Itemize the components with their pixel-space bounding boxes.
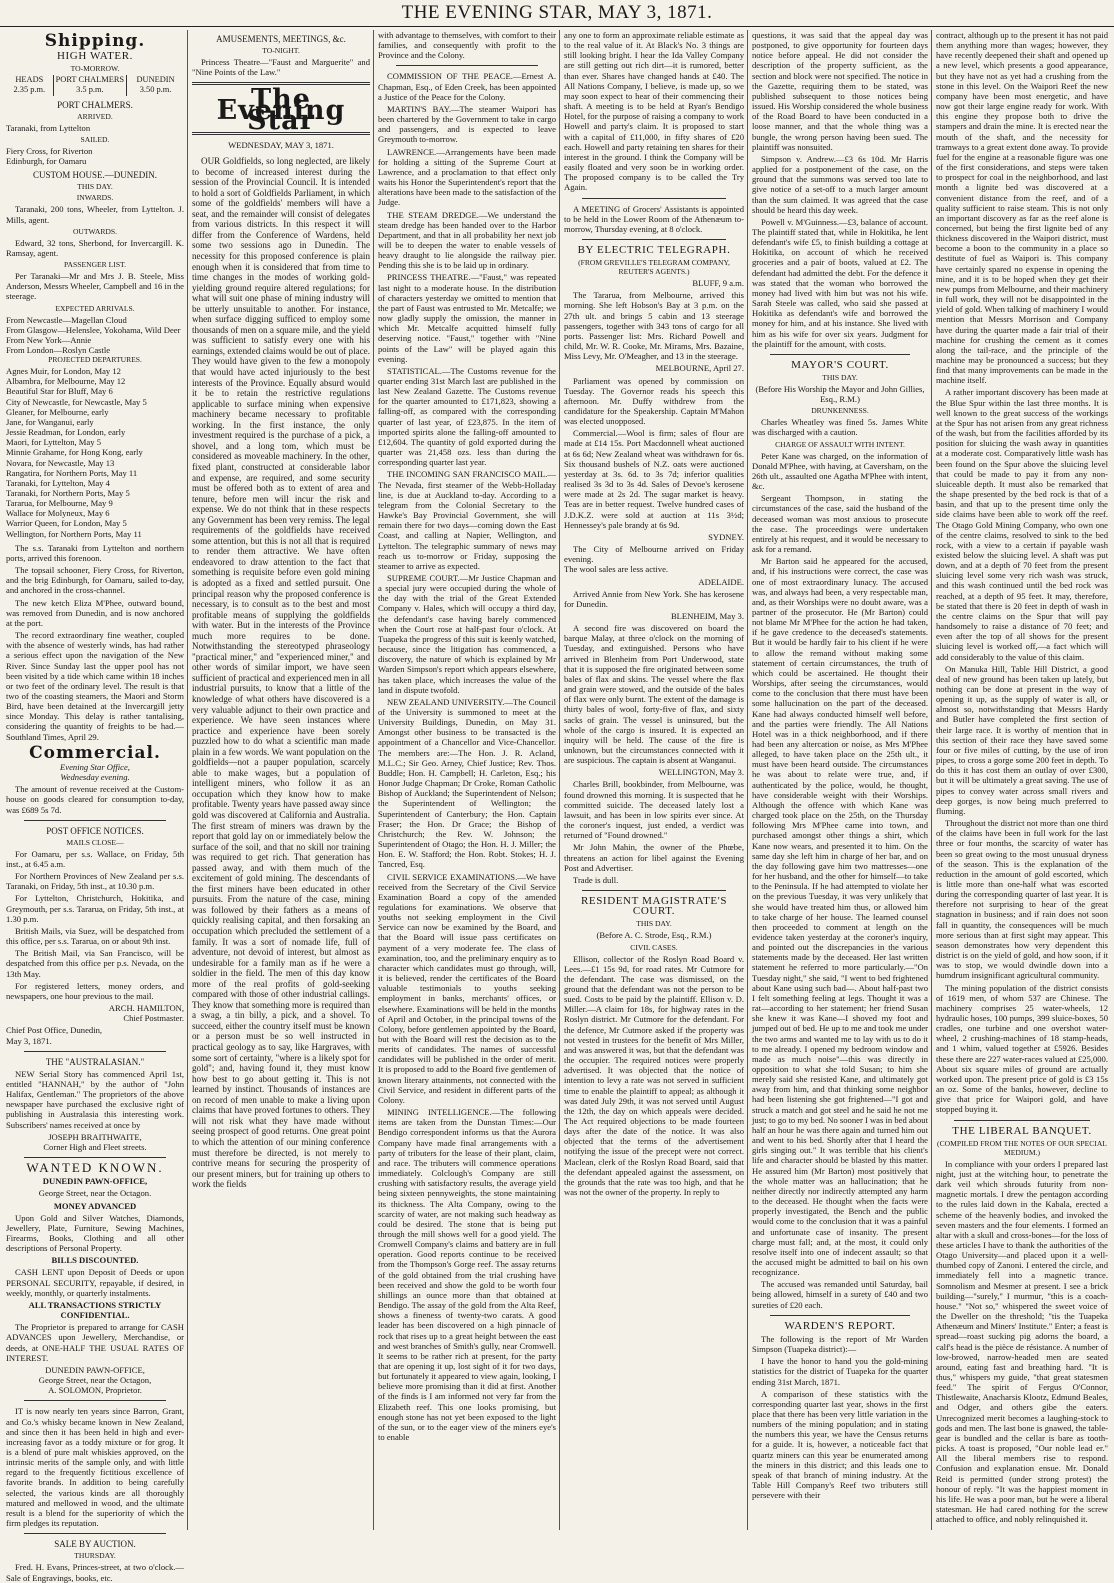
rm-this-day: THIS DAY.: [636, 919, 672, 929]
dateline-wellington: WELLINGTON, May 3.: [658, 767, 744, 778]
list-item: From New York—Annie: [6, 334, 92, 345]
court-continuation: questions, it was said that the appeal day was postponed, to give opportunity for fourteen days notice before appeal. He did not consider the description of the property sufficient, as the section and block were not specified. The notice in the Gazette, requiring them to be stated, was published subsequent to those notices being issued. His Worship considered the whole business of the Road Board to have been conducted in a loose manner, and that the whole thing was a bungle, the wrong person having been sued. The plaintiff was nonsuited.: [752, 30, 928, 152]
pawn-office-address: George Street, near the Octagon.: [38, 1188, 152, 1199]
list-item: Maori, for Lyttelton, May 5: [6, 437, 101, 448]
pawn-office-text: Upon Gold and Silver Watches, Diamonds, Jewellery, Plate, Furniture, Sewing Machines, Firearms, Books, Clothing and all other descriptions of Personal Property.: [6, 1212, 184, 1254]
passenger-text: Per Taranaki—Mr and Mrs J. B. Steele, Miss Anderson, Messrs Wheeler, Campbell and 16 in the steerage.: [6, 271, 184, 302]
mayors-court-heading: MAYOR'S COURT.: [791, 358, 889, 371]
masthead: THE EVENING STAR, MAY 3, 1871.: [0, 0, 1114, 27]
list-item: Warrior Queen, for London, May 5: [6, 518, 127, 529]
news-paragraph: THE STEAM DREDGE.—We understand the steam dredge has been handed over to the Harbor Department, and that in all probability her next job will be to deepen the water to enable vessels of heavy draught to lie alongside the railway pier. Pending this she is to be laid up in ordinary.: [378, 209, 556, 271]
list-item: Jane, for Wanganui, early: [6, 416, 94, 427]
divider: [24, 1533, 166, 1534]
civil-cases-label: CIVIL CASES.: [630, 942, 678, 952]
court-paragraph: Simpson v. Andrew.—£3 6s 10d. Mr Harris applied for a postponement of the case, on the ground that the summons was served too late to give notice of a set-off to a much larger amount than the sum claimed. It was agreed that the case should be heard this day week.: [752, 153, 928, 215]
column-1: [6, 30, 184, 1583]
post-office-place: Chief Post Office, Dunedin, May 3, 1871.: [6, 1025, 103, 1046]
list-item: City of Newcastle, for Newcastle, May 5: [6, 396, 147, 407]
warden-paragraph: A comparison of these statistics with the corresponding quarter last year, shows in the first place that there has been very little variation in the numbers of the mining population; and in stating the numbers this year, we have the Census returns for a guide. It is, however, a noticeable fact that quartz miners can this year be enumerated among the miners in this district; and this leads one to speak of that branch of mining industry. At the Table Hill Company's Reef two tributers still persevere with their: [752, 1388, 928, 1501]
warden-paragraph: A rather important discovery has been made at the Blue Spur within the last three months. It is well known to the great success of the workings at the Spur has not arisen from any great richness of the wash, but from the facilities afforded by its position for sluicing the wash away in quantities at a moderate cost. Comparatively little wash has been found on the Spur above the sluicing level that could be made to pay it from any non-sluiceable depth. It must also be remarked that the shape presented by the bed rock is that of a basin, and that up to the present time only the side claims have been able to work off the reef. The Otago Gold Mining Company, who own one of the centre claims, resolved to sink to the bed rock, with a view to a certain if payable wash existed below the sluicing level. A shaft was put down, and at a depth of 70 feet from the present sluicing level some very rich wash was struck, and this wash continued until the bed rock was reached, at a depth of 95 feet. It may, therefore, be stated that there is 20 feet in depth of wash in the centre claims on the Spur that will pay handsomely to raise a distance of 70 feet; and even after the top of all shows for the present sluicing level is worked off,—a fact which will add considerably to the value of this claim.: [936, 387, 1108, 662]
dateline-adelaide: ADELAIDE.: [698, 576, 744, 587]
shipping-paragraph: The s.s. Taranaki from Lyttelton and northern ports, arrived this forenoon.: [6, 542, 184, 563]
customs-heading: CUSTOM HOUSE.—DUNEDIN.: [32, 170, 158, 181]
shipping-paragraph: The topsail schooner, Fiery Cross, for Riverton, and the brig Edinburgh, for Oamaru, sailed to-day, and anchored in the cross-channel.: [6, 565, 184, 596]
mails-close-label: MAILS CLOSE—: [66, 837, 124, 847]
list-item: Taranaki, for Lyttelton, May 4: [6, 477, 110, 488]
date-line: WEDNESDAY, MAY 3, 1871.: [228, 139, 334, 150]
outwards-label: OUTWARDS.: [72, 226, 118, 236]
list-item: Agnes Muir, for London, May 12: [6, 366, 121, 377]
amusements-heading: AMUSEMENTS, MEETINGS, &c.: [216, 34, 346, 44]
office-line: Evening Star Office, Wednesday evening.: [60, 761, 130, 783]
inwards-label: INWARDS.: [76, 193, 114, 203]
divider: [770, 354, 910, 355]
tomorrow-label: TO-MORROW.: [70, 64, 120, 74]
column-2: [192, 30, 370, 1530]
expected-list: [6, 315, 184, 356]
wellington-text-3: Trade is dull.: [573, 874, 619, 885]
liberal-banquet-text: In compliance with your orders I prepared last night, just at the witching hour, to penetrate the dark veil which shrouds futurity from non-magnetic mortals. I drew the pentagon according to the rules laid down in the Kabala, erected a scheme of the heavenly bodies, and invoked the seven masters and the four elements. I formed an altar with a skull and cross-bones—for the loss of these articles I have to thank the authorities of the Otago University—and placed upon it a well-thumbed copy of Zanoni. I entered the circle, and immediately fell into a magnetic trance. Somnolism and Mesmer at present. I see a brick building—"surely," I murmur, "this is a coach-house." "Not so," whispered the sweet voice of the Dweller on the threshold; "tis the Tuapeka Athenæum and Miners' Institute." Enter; a feast is spread—roast sucking pig adorns the board, a calf's head is the pièce de résistance. A number of low-browed, narrow-headed men are seated around, eating fast and breathing hard. "It is thus," whispers my guide, "that great statesmen feed." The spirit of Fergus O'Connor, Thistlewaite, Anacharsis Klootz, Edmund Beales, and Odger, and others gibe the eaters. Unrecognized merit becomes a laughing-stock to gods and men. The last bone is gnawed, the table-gear is bundled and the cellar is bare as tooth-picks. A toast is proposed, "Our noble lead er." All the liberal members rise to respond. Confusion and explanation ensue. Mr. Donald Reid is permitted (under strong protest) the honour of reply. "It was the happiest moment in his life. He was a poor man, but he were a liberal statesman. He had cared nothing for the screw attached to office, and nobly relinquished it.: [936, 1158, 1108, 1525]
post-notice: For Northern Provinces of New Zealand per s.s. Taranaki, on Friday, 5th inst., at 10.30 p.m.: [6, 871, 184, 892]
news-paragraph: MARTIN'S BAY.—The steamer Waipori has been chartered by the Government to take in cargo and passengers, and is expected to leave Greymouth to-morrow.: [378, 103, 556, 145]
list-item: Minnie Grahame, for Hong Kong, early: [6, 447, 143, 458]
column-rule: [373, 30, 374, 1530]
mayor-paragraph: The accused was remanded until Saturday, bail being allowed, himself in a surety of £40 and two sureties of £20 each.: [752, 1279, 928, 1310]
warden-paragraph: The mining population of the district consists of 1619 men, of whom 537 are Chinese. The machinery comprises 25 water-wheels, 12 hydraulic hoses, 100 pumps, 399 sluice-boxes, 50 cradles, one turbine and one overshot water-wheel, 2 crushing-machines of 18 stamp-heads, and 1 whim, valued together at £5926. Besides these there are 227 water-races valued at £25,000. About six square miles of ground are actually worked upon. The present price of gold is £3 15s an oz. Some of the banks, however, decline to give that price for Waipori gold, and have stopped buying it.: [936, 982, 1108, 1115]
mayor-paragraph: Peter Kane was charged, on the information of Donald M'Phee, with having, at Caversham, on the 26th ult., assaulted one Agatha M'Phee with intent, &c.: [752, 450, 928, 492]
money-advanced: MONEY ADVANCED: [53, 1200, 137, 1211]
pawn-office-title: DUNEDIN PAWN-OFFICE,: [42, 1176, 148, 1187]
whisky-advert: IT is now nearly ten years since Barron, Grant, and Co.'s whisky became known in New Zealand, and since then it has been held in high and ever-increasing favor as a toddy mixture or for grog. It is a blend of pure malt whiskies approved, on the intrinsic merits of the sample only, and with little regard to the frequently fictitious excellence of favorite brands. In addition to being carefully selected, the various kinds are all thoroughly matured and mellowed in wood, and the ultimate result is a blend for the superiority of which the firm pledges its reputation.: [6, 1406, 184, 1529]
list-item: From London—Roslyn Castle: [6, 344, 111, 355]
high-water-heading: HIGH WATER.: [56, 50, 134, 63]
post-notice: The British Mail, via San Francisco, will be despatched from this office per p.s. Nevada, on the 13th May.: [6, 948, 184, 979]
bluff-text: The Tararua, from Melbourne, arrived this morning. She left Hobson's Bay at 3 p.m. on the 27th ult. and brings 5 cabin and 13 steerage passengers, together with 343 tons of cargo for all ports. Passenger list: Mrs. Richard Powell and child, Mr. W. R. Cooke, Mr. Mirams, Mrs. Bazaine, Miss Levy, Mr. O'Meagher, and 13 in the steerage.: [564, 290, 744, 362]
divider: [954, 1120, 1090, 1121]
tide-table: [6, 75, 184, 95]
port-chalmers-heading: PORT CHALMERS.: [57, 99, 133, 110]
list-item: Beautiful Star for Bluff, May 6: [6, 386, 113, 397]
pawn-office-signature: DUNEDIN PAWN-OFFICE, George Street, near the Octagon, A. SOLOMON, Proprietor.: [38, 1364, 152, 1396]
bills-discounted: BILLS DISCOUNTED.: [51, 1255, 139, 1266]
post-notice: For registered letters, money orders, and newspapers, one hour previous to the mail.: [6, 980, 184, 1001]
mayor-paragraph: Sergeant Thompson, in stating the circumstances of the case, said the husband of the deceased woman was most anxious to prosecute the case. The proceedings were undertaken entirely at his request, and it would be necessary to ask for a remand.: [752, 493, 928, 555]
mining-continuation: any one to form an approximate reliable estimate as to the real value of it. At Black's No. 3 things are still looking bright. I hear the Ida Valley Company are still getting out rich dirt—it is rumored, better than ever. Shares have changed hands at £40. The All Nations Company, I believe, is made up, so we may soon expect to hear of their commencing their shaft. A meeting is to be held at Ryan's Bendigo Hotel, for the purpose of raising a company to work Howell and party's claim. It is proposed to start with a capital of £11,000, in fifty shares of £20 each. Howell and party retaining ten shares for their interest in the ground. I think the Company will be easily floated and very soon be in working order. The proposed company is to be called the Try Again.: [564, 30, 744, 193]
australasian-text: NEW Serial Story has commenced April 1st, entitled "HANNAH," by the author of "John Halifax, Gentleman." The proprietors of the above newspaper have purchased the exclusive right of publishing in Australasia this interesting work. Subscribers' names received at once by: [6, 1068, 184, 1130]
column-6: [936, 30, 1108, 1530]
melbourne-commercial: Commercial.—Wool is firm; sales of flour are made at £14 15s. Port Macdonnell wheat auctioned at 6s 6d; New Zealand wheat was withdrawn for 6s. Six thousand bushels of N.Z. oats were auctioned yesterday at 3s. 6d. to 3s 7d; inferior qualities realised 3s 3d to 3s 4d. Sales of Devoe's kerosene were made at 2s 2d. The sugar market is heavy. Teas are in better request. Twelve hundred cases of J.D.K.Z. were sold at auction at 11s 3½d; Hennessey's pale brandy at 6s 9d.: [564, 428, 744, 530]
list-item: Tararua, for Melbourne, May 9: [6, 498, 113, 509]
editorial-continuation: with advantage to themselves, with comfort to their families, and consequently with profit to the Province and the Colony.: [378, 30, 556, 61]
list-item: Gleaner, for Melbourne, early: [6, 406, 109, 417]
amusements-text: Princess Theatre—"Faust and Marguerite" and "Nine Points of the Law.": [192, 57, 370, 78]
passenger-list-label: PASSENGER LIST.: [63, 260, 127, 270]
liberal-banquet-subheading: (COMPILED FROM THE NOTES OF OUR SPECIAL MEDIUM.): [937, 1138, 1107, 1157]
news-paragraph: CIVIL SERVICE EXAMINATIONS.—We have received from the Secretary of the Civil Service Examination Board a copy of the amended regulations for examinations. We observe that youths not seeking employment in the Civil Service can now be examined by the Board, and that the Board will issue pass certificates on payment of a very moderate fee. The class of examination, too, and the preliminary enquiry as to character which candidates must go through, will, it is believed, render the certificates of the Board valuable testimonials to youths seeking employment in banks, merchants' offices, or elsewhere. Examinations will be held in the months of April and October, in the principal towns of the Colony, before gentlemen appointed by the Board, but with the Board will rest the decision as to the merits of candidates. The names of successful candidates will be published in the order of merit. It is proposed to add to the Board five gentlemen of known literary attainments, not connected with the Civil Service, and resident in different parts of the Colony.: [378, 871, 556, 1105]
pawn-office-text-2: The Proprietor is prepared to arrange for CASH ADVANCES upon Jewellery, Merchandise, or deeds, at ONE-HALF THE USUAL RATES OF INTEREST.: [6, 1322, 184, 1363]
projected-label: PROJECTED DEPARTURES.: [48, 355, 142, 365]
wellington-text-2: Mr John Mahin, the owner of the Phœbe, threatens an action for libel against the Evening Post and Advertiser.: [564, 842, 744, 873]
divider: [24, 820, 166, 821]
list-item: Taranaki, for Northern Ports, May 5: [6, 488, 130, 498]
dateline-bluff: BLUFF, 9 a.m.: [692, 278, 744, 289]
sale-heading: SALE BY AUCTION.: [54, 1539, 136, 1550]
australasian-signature: JOSEPH BRAITHWAITE, Corner High and Fleet streets.: [43, 1131, 147, 1152]
list-item: Rangatira, for Northern Ports, May 11: [6, 467, 138, 478]
post-notice: For Oamaru, per s.s. Wallace, on Friday, 5th inst., at 6.45 a.m.: [6, 848, 184, 869]
mayor-this-day: THIS DAY.: [822, 373, 858, 382]
arrived-label: ARRIVED.: [77, 111, 113, 121]
sailed-label: SAILED.: [80, 134, 110, 144]
arrived-text: Taranaki, from Lyttelton: [6, 122, 91, 133]
column-rule: [931, 30, 932, 1530]
paper-title: The Evening Star: [216, 84, 346, 136]
news-paragraph: COMMISSION OF THE PEACE.—Ernest A. Chapman, Esq., of Eden Creek, has been appointed a Justice of the Peace for the Colony.: [378, 71, 556, 102]
divider: [582, 239, 726, 240]
outwards-text: Edward, 32 tons, Sherbond, for Invercargill. K. Ramsay, agent.: [6, 237, 184, 258]
this-day-label: THIS DAY.: [77, 182, 113, 192]
divider: [582, 198, 726, 199]
column-rule: [747, 30, 748, 1530]
column-rule: [187, 30, 188, 1530]
wanted-known-heading: WANTED KNOWN.: [26, 1160, 164, 1176]
news-paragraph: NEW ZEALAND UNIVERSITY.—The Council of the University is summoned to meet at the University Buildings, Dunedin, on May 31. Amongst other business to be transacted is the appointment of a Chancellor and Vice-Chancellor. The members are:—The Hon. J. R. Acland, M.L.C.; Sir Geo. Arney, Chief Justice; Rev. Thos. Buddle; Hon. H. Campbell; H. Carleton, Esq.; his Honor Judge Chapman; Dr Croke, Roman Catholic Bishop of Auckland; the Superintendent of Nelson; the Superintendent of Wellington; the Superintendent of Canterbury; the Hon. Captain Fraser; the Hon. Dr Grace; the Bishop of Christchurch; the Rev. W. Johnson; the Superintendent of Otago; the Hon. H. J. Miller; the Hon. E. W. Stafford; the Hon. Robt. Stokes; H. J. Tancred, Esq.: [378, 696, 556, 870]
news-paragraph: STATISTICAL.—The Customs revenue for the quarter ending 31st March last are published in the last New Zealand Gazette. The Customs revenue for the quarter amounted to £171,823, showing a falling-off, as compared with the corresponding quarter of last year, of £23,875. In the item of imported spirits alone the falling-off amounted to £12,604. The quantity of gold exported during the quarter was 21,458 ozs. less than during the corresponding quarter last year.: [378, 365, 556, 468]
commercial-text: The amount of revenue received at the Custom-house on goods cleared for consumption to-day, was £689 5s 7d.: [6, 784, 184, 815]
divider: [24, 1157, 166, 1158]
expected-label: EXPECTED ARRIVALS.: [55, 303, 135, 313]
shipping-paragraph: The new ketch Eliza M'Phee, outward bound, was removed from Dunedin, and is now anchored at the port.: [6, 597, 184, 628]
divider: [770, 1315, 910, 1316]
sale-day: THURSDAY.: [74, 1551, 116, 1561]
drunkenness-text: Charles Wheatley was fined 5s. James White was discharged with a caution.: [752, 417, 928, 438]
column-4: [564, 30, 744, 1530]
wellington-text: Charles Brill, bookbinder, from Melbourne, was found drowned this morning. It is suspected that he committed suicide. The deceased lately lost a lawsuit, and has been in low spirits ever since. At the coroner's inquest, just ended, a verdict was returned of "Found drowned.": [564, 779, 744, 841]
warden-paragraph: I have the honor to hand you the gold-mining statistics for the district of Tuapeka for the quarter ending 31st March, 1871.: [752, 1356, 928, 1387]
list-item: Wellington, for Northern Ports, May 11: [6, 528, 142, 539]
news-paragraph: SUPREME COURT.—Mr Justice Chapman and a special jury were occupied during the whole of the day with the trial of the Great Extended Company v. Hales, which will occupy a third day, the defendant's case having barely commenced when the Court rose at half-past four o'clock. At Tuapeka the progress of this suit is keenly watched, because, since the litigation has commenced, a discovery, the nature of which is explained by Mr Warden Simpson's report which appears elsewhere, has taken place, which increases the value of the land in dispute twofold.: [378, 572, 556, 695]
dateline-sydney: SYDNEY.: [708, 531, 744, 542]
resident-magistrate-heading: RESIDENT MAGISTRATE'S COURT.: [580, 895, 728, 918]
list-item: Novara, for Newcastle, May 13: [6, 457, 115, 468]
australasian-heading: THE "AUSTRALASIAN.": [45, 1056, 145, 1067]
drunkenness-label: DRUNKENNESS.: [811, 406, 869, 416]
divider: [396, 65, 538, 66]
sailed-text: Fiery Cross, for Riverton Edinburgh, for Oamaru: [6, 145, 93, 167]
post-office-heading: POST OFFICE NOTICES.: [46, 825, 144, 836]
wardens-report-heading: WARDEN'S REPORT.: [784, 1319, 896, 1332]
rm-before: (Before A. C. Strode, Esq., R.M.): [596, 930, 712, 941]
list-item: Albambra, for Melbourne, May 12: [6, 376, 126, 387]
section-title-shipping: Shipping.: [44, 31, 146, 51]
news-paragraph: PRINCESS THEATRE.—"Faust," was repeated last night to a moderate house. In the distribution of characters yesterday we omitted to mention that the part of Faust was entrusted to Mr. Metcalfe; we now gladly supply the omission, the manner in which Mr. Metcalfe acquitted himself fully deserving notice. "Faust," together with "Nine points of the Law" will be played again this evening.: [378, 272, 556, 364]
sydney-text: The City of Melbourne arrived on Friday evening. The wool sales are less active.: [564, 544, 744, 575]
column-3: [378, 30, 556, 1530]
list-item: From Newcastle—Magellan Cloud: [6, 314, 127, 325]
rm-text: Ellison, collector of the Roslyn Road Board v. Lees.—£1 15s 9d, for road rates. Mr Cutmore for the defendant. The case was dismissed, on the ground that the defendant was not the person to be sued. Costs to be paid by the plaintiff. Ellison v. D. Miller.—A claim for 18s, for highway rates in the Roslyn district. Mr Cutmore for the defendant. For the defence, Mr Cutmore asked if the property was not vested in trustees for the benefit of Mrs Miller, and was answered it was, but that the defendant was the occupier. The required notices were properly advertised. It was objected that the notice of intention to levy a rate was not served in sufficient time to enable the plaintiff to appeal; as although it was dated July 29th, it was not served until August the 12th, the day on which appeals were decided. The Act required objections to be made fourteen days after the date of the notice. It was also objected that the terms of the advertisement notifying the issue of the precept were not correct. Maclean, clerk of the Roslyn Road Board, said that the defendant appealed against the assessment, on the grounds that the rate was too high, and that he was not the owner of the property. In reply to: [564, 953, 744, 1198]
news-paragraph: LAWRENCE.—Arrangements have been made for holding a sitting of the Supreme Court at Lawrence, and a proclamation to that effect only waits his Honor the Superintendent's report that the alterations have been made to the satisfaction of the Judge.: [378, 146, 557, 208]
grocers-notice: A MEETING of Grocers' Assistants is appointed to be held in the Lower Room of the Athenæum to-morrow, Thursday evening, at 8 o'clock.: [564, 203, 744, 234]
liberal-banquet-heading: THE LIBERAL BANQUET.: [952, 1124, 1092, 1137]
list-item: From Glasgow—Helenslee, Yokohama, Wild Deer: [6, 324, 181, 335]
blenheim-text: A second fire was discovered on board the barque Malay, at three o'clock on the morning of Tuesday, and extinguished. Persons who have arrived in Blenheim from Port Underwood, state that it is supposed the fire originated between some bales of flax and skins. The vessel where the flax and grain were stowed, and the outside of the bales of flax were only burnt. The extent of the damage is thirty bales of wool, forty-five of flax, and sixty sacks of grain. The vessel is uninsured, but the whole of the cargo is insured. It is expected an inquiry will be held. The cause of the fire is unknown, but the circumstances connected with it are suspicious. The captain is absent at Wanganui.: [564, 623, 744, 766]
news-paragraph: THE INCOMING SAN FRANCISCO MAIL.—The Nevada, first steamer of the Webb-Holladay line, is due at Auckland to-day. According to a telegram from the Colonial Secretary to the Hawke's Bay Provincial Government, she will remain there for two days—coming down the East Coast, and calling at Napier, Wellington, and Lyttelton. The telegraphic summary of news may reach us to-morrow or Friday, supposing the steamer to arrive as expected.: [378, 469, 556, 571]
list-item: Jessie Readman, for London, early: [6, 427, 126, 438]
warden-paragraph: On Manuka Hill, Table Hill District, a good deal of new ground has been taken up lately, but nothing can be done at present in the way of opening it up, as the supply of water is all, or almost so, notwithstanding that Messrs Hardy and Butler have completed the first section of their large race. It is worthy of mention that in this section of their race they have saved some four or five miles of cutting, by the use of iron pipes, to cross a gorge some 200 feet in depth. To do this it has cost them an outlay of over £300, but it will be ultimately a great saving. The use of pipes to convey water across small rivers and deep gorges, is now being much preferred to fluming.: [936, 663, 1108, 816]
tonight-label: TO-NIGHT.: [262, 46, 300, 56]
adelaide-text: Arrived Annie from New York. She has kerosene for Dunedin.: [564, 588, 744, 609]
tide-port-chalmers: PORT CHALMERS 3.5 p.m.: [53, 75, 126, 95]
inwards-text: Taranaki, 200 tons, Wheeler, from Lyttelton. J. Mills, agent.: [6, 204, 184, 225]
shipping-paragraph: The record extraordinary fine weather, coupled with the absence of westerly winds, has had rather a serious effect upon the navigation of the New River. Since Sunday last the upper pool has not been visited by a tide which came within 18 inches or two feet of the ordinary level. The result is that two of the coasting steamers, the Maori and Storm Bird, have been detained at the Invercargill jetty since Monday. This delay is rather tantalising, considering the quantity of freights to be had.—Southland Times, April 29.: [6, 630, 184, 742]
assault-label: CHARGE OF ASSAULT WITH INTENT.: [775, 439, 905, 449]
warden-paragraph: The following is the report of Mr Warden Simpson (Tuapeka district):—: [752, 1333, 928, 1355]
dateline-blenheim: BLENHEIM, May 3.: [670, 610, 744, 621]
warden-continuation: contract, although up to the present it has not paid them anything more than wages; however, they have recently deepened their shaft and opened up a new level, which presents a good appearance, but they have not as yet had a crushing from the stone in this level. On the Waipori Reef the new company have been most energetic, and have now got their large engine ready for work. With this engine they propose both to drive the stampers and drain the mine. It is erected near the mouth of the shaft, and the necessity for tramways to a great extent done away. To provide fuel for the engine at a reasonable figure was one of the first considerations, and steps were taken to prospect for coal in the neighborhood, and last month a lignite bed was discovered at a convenient distance from the reef, and of a quality sufficient to raise steam. This is not only an important discovery as far as the reef alone is concerned, but being the first lignite bed of any thickness discovered in the Waipori district, must become a boon to the community in a place so destitute of fuel as Waipori is. This company have certainly spared no expense in opening the mine, and it is to be hoped when they get their new pumps from Melbourne, and their machinery in full work, they will not be disappointed in the yield of gold. When talking of machinery I would mention that Messrs Morrison and Company have during the quarter made a fair trial of their machine for crushing the cement as it comes along the tail-race, and the principle of the machine may be pronounced a success; but they find that many improvements can be made in the machine itself.: [936, 30, 1108, 386]
projected-list: [6, 366, 184, 539]
cash-lent-text: CASH LENT upon Deposit of Deeds or upon PERSONAL SECURITY, repayable, if desired, in weekly, monthly, or quarterly instalments.: [6, 1267, 184, 1298]
tide-heads: HEADS 2.35 p.m.: [13, 75, 46, 95]
tide-dunedin: DUNEDIN 3.50 p.m.: [127, 75, 184, 95]
list-item: Wallace for Molyneux, May 6: [6, 508, 110, 519]
mayor-paragraph: Mr Barton said he appeared for the accused, and, if his instructions were correct, the case was one of most extraordinary lunacy. The accused was, and always had been, a very respectable man, and, as their Worships were no doubt aware, was a partner of the prosecutor. He (Mr Barton) could not blame Mr M'Phee for the action he had taken, if he gave credence to the deceased's statements. But it would be hardly fair to his client if he were to allow the remand without making some statement of certain circumstances, the truth of which could be ascertained. He thought their Worships, after seeing the circumstances, would come to the conclusion that there must have been some hallucination on the part of the deceased. Kane had always conducted himself well before, and the parties were friendly. The All Nations Hotel was in a thick neighborhood, and if there had been any altercation or noise, as Mrs M'Phee alleged, to have taken place on the 25th ult., it must have been heard outside. The circumstances he was about to relate were true, and, if authenticated by the police, would, he thought, have considerable weight with their Worships. Although the offence with which Kane was charged took place on the 25th, on the Thursday following Mrs M'Phee came into town, and purchased amongst other things a shirt, which Kane now wears, and presented it to him. On the same day she left him in charge of her bar, and on the day following gave him two mattresses—one for her husband, and the other for himself—to take to the Peninsula. If he had attempted to violate her on the previous Tuesday, it was very unlikely that she would have treated him thus, or allowed him to take charge of her house. The learned counsel then proceeded to comment at length on the evidence taken yesterday at the coroner's inquiry, and pointed out the discrepancies in the various statements made by the deceased. Her last written statement he referred to more particularly.—"On Tuesday night," she said, "I went to bed frightened about Kane using such bad—. About half-past two I felt something feeling at legs. Thought it was a rat—according to her statement; her friend Susan she knew it was Kane—I shoved my foot and jumped out of bed. He up to me and took me under the two arms and wanted me to lay with us to do it to me already. I opened my bedroom window and made as much noise"—this was directly in opposition to what she told Susan; to him she merely said she resisted Kane, and ultimately got away from him, and that thinking some neighbor had been listening she got frightened—"I got and struck a match and got steel and he said he not me just; to go to my bed. No sooner I was in bed about half an hour he was there again and turned him out and went to his bed. Shortly after that I heard the girls singing out." It was terrible that his client's life and character should be blasted by this matter. He assured him (Mr Barton) most positively that the whole matter was an hallucination; that he neither directly nor indirectly attempted any harm to the deceased. He thought when the facts were properly investigated, the Bench and the public would come to the conclusion that it was a painful and unfortunate case of insanity. The present charge must fall; and, at the most, it could only resolve itself into one of indecent assault; so that the accused might be admitted to bail on his own recognizance.: [752, 556, 928, 1278]
section-title-commercial: Commercial.: [29, 742, 161, 763]
divider: [582, 890, 726, 891]
telegraph-subheading: (FROM GREVILLE'S TELEGRAM COMPANY, REUTER'S AGENTS.): [578, 258, 730, 277]
divider: [24, 1400, 166, 1401]
column-rule: [559, 30, 560, 1530]
postmaster-signature: ARCH. HAMILTON, Chief Postmaster.: [108, 1003, 184, 1024]
sale-text: Fred. H. Evans, Princes-street, at two o'clock.—Sale of Engravings, books, etc.: [6, 1562, 184, 1583]
post-notice: British Mails, via Suez, will be despatched from this office, per s.s. Tararua, on or about 9th inst.: [6, 925, 184, 947]
post-notice: For Lyttelton, Christchurch, Hokitika, and Greymouth, per s.s. Tararua, on Friday, 5th inst., at 1.30 p.m.: [6, 893, 184, 924]
transactions-confidential: ALL TRANSACTIONS STRICTLY CONFIDENTIAL.: [28, 1299, 162, 1321]
column-5: [752, 30, 928, 1530]
editorial-text: OUR Goldfields, so long neglected, are likely to become of increased interest during the session of the Provincial Council. It is intended to hold a sort of Goldfields Parliament, in which some of the goldfields' members will have a seat, and the remainder will consist of delegates from various districts. In this respect it will differ from the Conference of Wardens, held some two sessions ago in Dunedin. The necessity for this proposed conference is plain enough when it is considered that from time to time changes in the modes of working gold-yielding ground require altered regulations; for what will suit one phase of mining industry will be utterly unsuitable to another. For instance, when surface digging sufficed to employ some thousands of men on a square mile, and the yield was sufficient to satisfy every one with his earnings, extended claims would be out of place. They would have given to the few a monopoly that would have acted injuriously to the best interests of the Province. Equally absurd would it be to retain the restrictive regulations applicable to surface mining when expensive machinery became necessary to profitable working. In the first instance, the only investment required is the purchase of a pick, a shovel, and a long tom, which must be considered as moveable machinery. In the other, fixed plant, constructed at considerable labor and expense, are required, and some security must be offered both as to extent of area and tenure, before men will incur the risk and expense. We do not think that in these respects any Government has been very remiss. The legal requirements of the goldfields have received some attention, but this is not all that is required to render them attractive. We have often endeavored to draw attention to the fact that something is requisite before even gold mining is adopted as a fixed and settled pursuit. One principal reason why the proposed conference is necessary, is to consult as to the best and most profitable means of supplying the goldfields with water. But in the interests of the Province much more requires to be done. Notwithstanding the stereotyped phraseology "practical miner," and "experienced miner," and other words of similar import, we have seen sufficient of practical and experienced men in all industrial pursuits, to know that a little of the knowledge of what others have discovered is a very valuable adjunct to their own practice and experience. We have seen instances where practice and experience have been sorely puzzled how to do what a scientific man made plain in a few words. We want population on the goldfields—not a pauper population, scarcely able to make wages, but a population of intelligent miners, who follow it as an occupation which they know how to make profitable. Twenty years have passed away since gold was discovered at California and Australia. The first stream of miners was drawn by the report that gold lay on or immediately below the surface of the soil, and that no skill nor training was required to get rich. That generation has passed away, and with them much of the excitement of gold mining. The descendants of the first miners have been educated in other pursuits. From the nature of the case, mining was followed by their fathers as a means of quickly realising capital, and then forsaking an occupation which precluded the settlement of a family. It was a sort of nomade life, full of adventure, not devoid of interest, but almost as undesirable for a family man as if he were a soldier in the field. The men of this day know more of the real profits of gold-seeking compared with those of other industrial callings. They know that something more is required than a swag, a tin billy, a pick, and a shovel. To succeed, either the country itself must be known or a person must be so well instructed in practical geology as to say, like Hargraves, with some sort of certainty, "where is a likely spot for gold"; and, having found it, they must know how best to go about getting it. This is not learned by instinct. Thousands of instances are on record of men unable to make a living upon claims that have proved fortunes to others. They will not risk what they have made without seeing prospect of good returns. One great point to which the attention of our mining conference must therefore be directed, is not merely to contrive means for securing the prosperity of our present miners, but for training up others to work the fields: [192, 156, 370, 1190]
mayor-before: (Before His Worship the Mayor and John Gillies, Esq., R.M.): [755, 384, 925, 405]
divider: [24, 1051, 166, 1052]
warden-paragraph: Throughout the district not more than one third of the claims have been in full work for the last three or four months, the scarcity of water has been so great owing to the most unusual dryness of the season. This is the explanation of the reduction in the amount of gold escorted, which is little more than one-half what was escorted during the corresponding quarter of last year. It is therefore not surprising to hear of the great stagnation in business; and if rain does not soon fall in quantity, the consequences will be much more serious than at first sight may appear. This season demonstrates how very dependent this district is on the yield of gold, and how soon, if it was to stop, we would dwindle down into a humdrum insignificant agricultural community.: [936, 818, 1108, 981]
melbourne-text: Parliament was opened by commission on Tuesday. The Governor reads his speech this afternoon. Mr. Duffy withdrew from the candidature for the Speakership. Captain M'Mahon was elected unopposed.: [564, 375, 744, 427]
court-paragraph: Powell v. M'Guinness.—£3, balance of account. The plaintiff stated that, while in Hokitika, he lent defendant's wife £5, to finish building a cottage at Hokitika, on account of which he received groceries and a pair of boots, valued at £2. The defendant had admitted the debt. For the defence it was stated that the woman who borrowed the money had lived with him but was not his wife. Sarah Steele was called, who said she passed at Hokitika as defendant's wife and borrowed the money for him, and at his instance. She lived with him as his wife for over six years. Judgment for the plaintiff for the amount, with costs.: [752, 216, 928, 349]
telegraph-heading: BY ELECTRIC TELEGRAPH.: [577, 243, 731, 256]
news-paragraph: MINING INTELLIGENCE.—The following items are taken from the Dunstan Times:—Our Bendigo correspondent informs us that the Aurora Company have made final arrangements with a party of tributers for the lease of their plant, claim, and race. The tributers will commence operations immediately. Colclough's Company are still crushing with satisfactory results, the average yield being sixteen pennyweights, the stone maintaining its thickness. The Alta Company, owing to the scarcity of water, are not making such headway as could be desired. The stone that is being put through the mill shows well for a good yield. The Cromwell Company's claims and battery are in full operation. Good reports continue to be received from the Thompson's Gorge reef. The assay returns of the gold obtained from the trial crushing have been received and show the gold to be worth four shillings an ounce more than that obtained at Bendigo. The assay of the gold from the Alta Reef, shows a fineness of twenty-two carats. A good leader has been discovered on a high pinnacle of rock that rises up to a great height between the east and west branches of Smith's gully, near Cromwell. It seems to be rather rich at present, for the party that are opening it up, lost sight of it for two days, but fortunately it appeared to view again, looking, I believe more promising than it did at first. Another of the finds is I am informed not very far from the Elizabeth reef. This one looks promising, but enough stone has not yet been exposed to the light of the sun, or to the eager view of the miners eye's to enable: [378, 1107, 556, 1443]
dateline-melbourne: MELBOURNE, April 27.: [655, 363, 744, 374]
